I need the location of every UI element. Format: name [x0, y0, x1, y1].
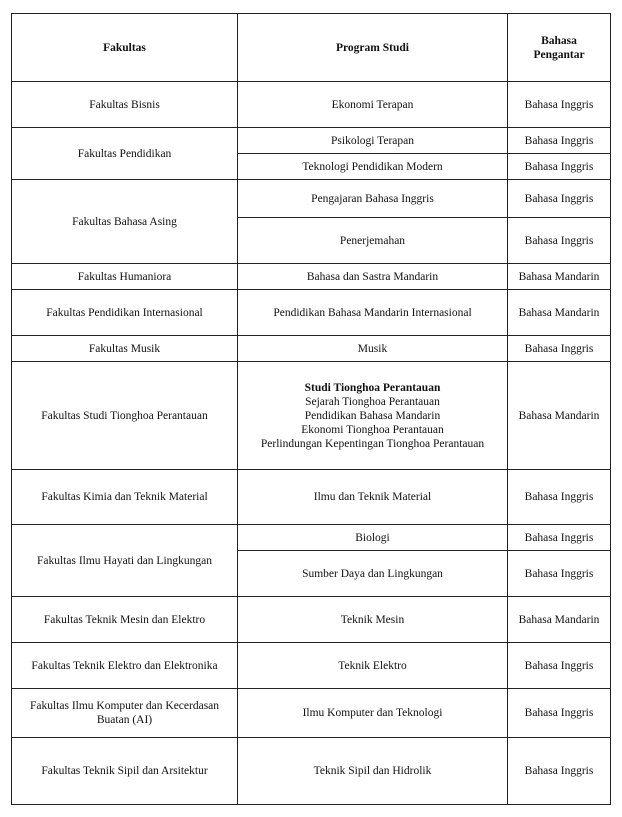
table-header-row	[12, 14, 611, 82]
program-line: Ekonomi Tionghoa Perantauan	[301, 423, 444, 436]
cell-fakultas: Fakultas Bahasa Asing	[12, 180, 238, 264]
cell-program: Pengajaran Bahasa Inggris	[238, 180, 508, 218]
program-line: Perlindungan Kepentingan Tionghoa Perantauan	[260, 437, 485, 450]
cell-bahasa: Bahasa Inggris	[508, 470, 611, 525]
table-row	[12, 128, 611, 154]
cell-bahasa: Bahasa Inggris	[508, 218, 611, 264]
header-program-studi: Program Studi	[238, 14, 508, 82]
cell-program: Teknik Sipil dan Hidrolik	[238, 738, 508, 805]
cell-bahasa: Bahasa Inggris	[508, 154, 611, 180]
faculty-table	[11, 13, 611, 805]
cell-program: Ekonomi Terapan	[238, 82, 508, 128]
cell-bahasa: Bahasa Inggris	[508, 128, 611, 154]
cell-program	[238, 362, 508, 470]
cell-program: Biologi	[238, 525, 508, 551]
cell-program: Ilmu dan Teknik Material	[238, 470, 508, 525]
cell-bahasa: Bahasa Inggris	[508, 551, 611, 597]
cell-fakultas: Fakultas Ilmu Komputer dan Kecerdasan Buatan (AI)	[12, 689, 238, 738]
cell-bahasa: Bahasa Inggris	[508, 738, 611, 805]
cell-fakultas: Fakultas Teknik Mesin dan Elektro	[12, 597, 238, 643]
cell-fakultas: Fakultas Studi Tionghoa Perantauan	[12, 362, 238, 470]
table-row	[12, 290, 611, 336]
cell-bahasa: Bahasa Inggris	[508, 82, 611, 128]
cell-bahasa: Bahasa Inggris	[508, 180, 611, 218]
table-row	[12, 82, 611, 128]
cell-program: Penerjemahan	[238, 218, 508, 264]
table-row	[12, 525, 611, 551]
cell-bahasa: Bahasa Inggris	[508, 689, 611, 738]
cell-program: Ilmu Komputer dan Teknologi	[238, 689, 508, 738]
table-row	[12, 362, 611, 470]
cell-program: Sumber Daya dan Lingkungan	[238, 551, 508, 597]
cell-program: Teknik Elektro	[238, 643, 508, 689]
cell-bahasa: Bahasa Mandarin	[508, 290, 611, 336]
cell-program: Musik	[238, 336, 508, 362]
table-row	[12, 738, 611, 805]
table-row	[12, 689, 611, 738]
table-row	[12, 597, 611, 643]
cell-program: Teknik Mesin	[238, 597, 508, 643]
cell-bahasa: Bahasa Mandarin	[508, 597, 611, 643]
cell-fakultas: Fakultas Bisnis	[12, 82, 238, 128]
program-line: Sejarah Tionghoa Perantauan	[305, 395, 440, 408]
cell-fakultas: Fakultas Kimia dan Teknik Material	[12, 470, 238, 525]
header-fakultas: Fakultas	[12, 14, 238, 82]
cell-bahasa: Bahasa Inggris	[508, 336, 611, 362]
cell-fakultas: Fakultas Ilmu Hayati dan Lingkungan	[12, 525, 238, 597]
cell-fakultas: Fakultas Pendidikan	[12, 128, 238, 180]
table-row	[12, 180, 611, 218]
cell-program: Bahasa dan Sastra Mandarin	[238, 264, 508, 290]
cell-fakultas: Fakultas Musik	[12, 336, 238, 362]
cell-program: Teknologi Pendidikan Modern	[238, 154, 508, 180]
table-row	[12, 643, 611, 689]
header-bahasa-pengantar: Bahasa Pengantar	[508, 14, 611, 82]
table-row	[12, 336, 611, 362]
table-row	[12, 264, 611, 290]
cell-fakultas: Fakultas Teknik Elektro dan Elektronika	[12, 643, 238, 689]
cell-fakultas: Fakultas Teknik Sipil dan Arsitektur	[12, 738, 238, 805]
cell-fakultas: Fakultas Pendidikan Internasional	[12, 290, 238, 336]
cell-bahasa: Bahasa Mandarin	[508, 264, 611, 290]
program-group-title: Studi Tionghoa Perantauan	[304, 381, 441, 394]
cell-program: Pendidikan Bahasa Mandarin Internasional	[238, 290, 508, 336]
cell-bahasa: Bahasa Mandarin	[508, 362, 611, 470]
table-row	[12, 470, 611, 525]
cell-fakultas: Fakultas Humaniora	[12, 264, 238, 290]
cell-bahasa: Bahasa Inggris	[508, 525, 611, 551]
cell-program: Psikologi Terapan	[238, 128, 508, 154]
cell-bahasa: Bahasa Inggris	[508, 643, 611, 689]
program-line: Pendidikan Bahasa Mandarin	[304, 409, 441, 422]
